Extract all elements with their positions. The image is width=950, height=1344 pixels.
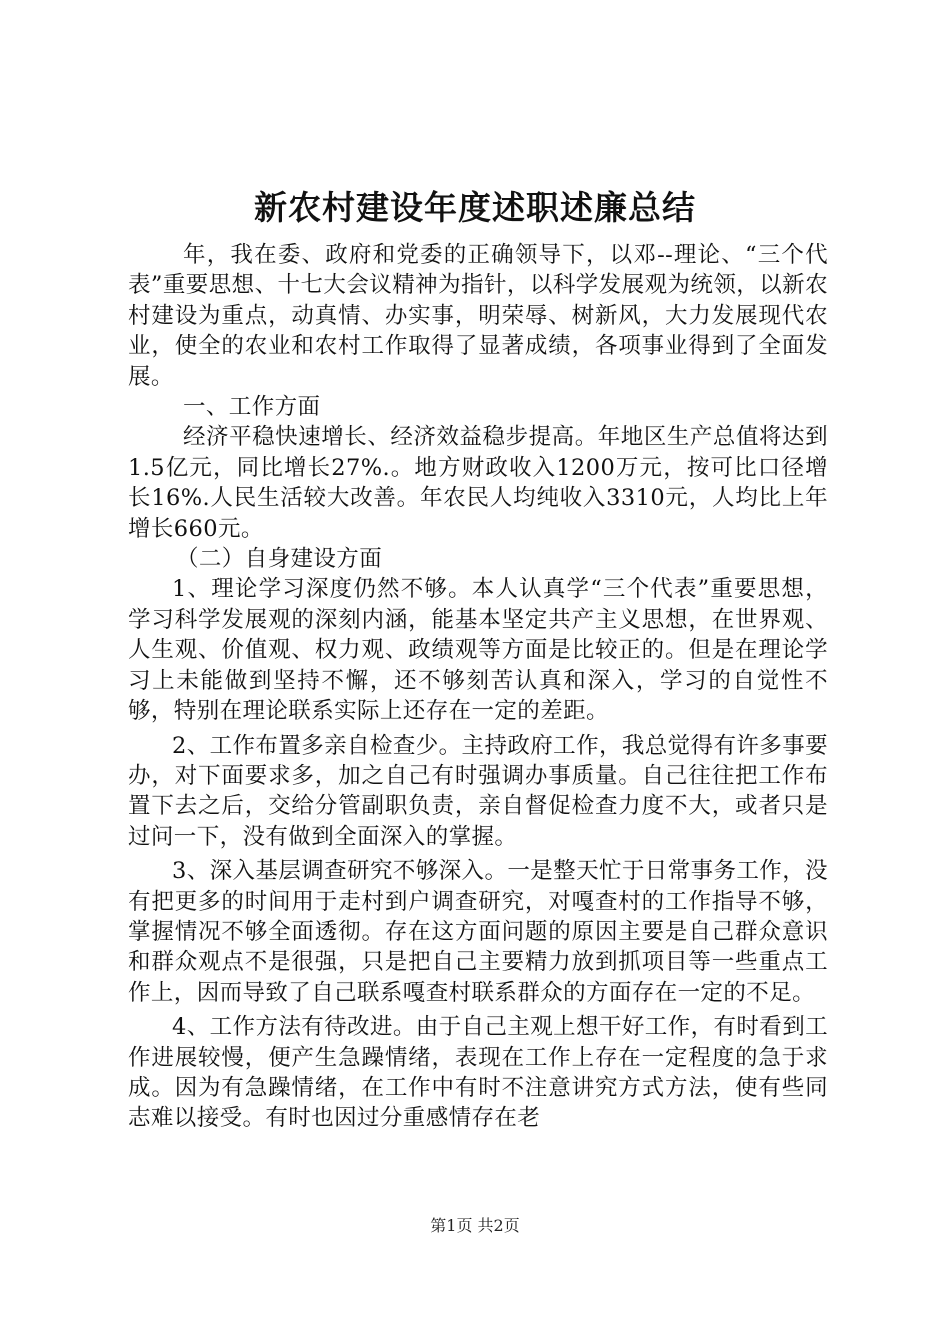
- page-number: 第1页 共2页: [430, 1216, 520, 1235]
- paragraph-economy: 经济平稳快速增长、经济效益稳步提高。年地区生产总值将达到1.5亿元，同比增长27%.。地方财政收入1200万元，按可比口径增长16%.人民生活较大改善。年农民人均纯收入3310元，人均比上年增长660元。: [128, 424, 828, 542]
- section-heading-self-construction: （二）自身建设方面: [176, 546, 383, 573]
- paragraph-point-1: 1、理论学习深度仍然不够。本人认真学“三个代表”重要思想，学习科学发展观的深刻内涵，能基本坚定共产主义思想，在世界观、人生观、价值观、权力观、政绩观等方面是比较正的。但是在理论学习上未能做到坚持不懈，还不够刻苦认真和深入，学习的自觉性不够，特别在理论联系实际上还存在一定的差距。: [128, 576, 828, 725]
- paragraph-intro: 年，我在委、政府和党委的正确领导下，以邓--理论、“三个代表”重要思想、十七大会议精神为指针，以科学发展观为统领，以新农村建设为重点，动真情、办实事，明荣辱、树新风，大力发展现代农业，使全的农业和农村工作取得了显著成绩，各项事业得到了全面发展。: [128, 242, 828, 390]
- paragraph-point-3: 3、深入基层调查研究不够深入。一是整天忙于日常事务工作，没有把更多的时间用于走村到户调查研究，对嘎查村的工作指导不够，掌握情况不够全面透彻。存在这方面问题的原因主要是自己群众意识和群众观点不是很强，只是把自己主要精力放到抓项目等一些重点工作上，因而导致了自己联系嘎查村联系群众的方面存在一定的不足。: [128, 858, 828, 1006]
- section-heading-work: 一、工作方面: [183, 394, 321, 421]
- document-body: [128, 240, 828, 1134]
- document-title: 新农村建设年度述职述廉总结: [254, 188, 696, 227]
- paragraph-point-4: 4、工作方法有待改进。由于自己主观上想干好工作，有时看到工作进展较慢，便产生急躁情绪，表现在工作上存在一定程度的急于求成。因为有急躁情绪，在工作中有时不注意讲究方式方法，使有些同志难以接受。有时也因过分重感情存在老: [128, 1014, 828, 1132]
- paragraph-point-2: 2、工作布置多亲自检查少。主持政府工作，我总觉得有许多事要办，对下面要求多，加之自己有时强调办事质量。自己往往把工作布置下去之后，交给分管副职负责，亲自督促检查力度不大，或者只是过问一下，没有做到全面深入的掌握。: [128, 732, 828, 850]
